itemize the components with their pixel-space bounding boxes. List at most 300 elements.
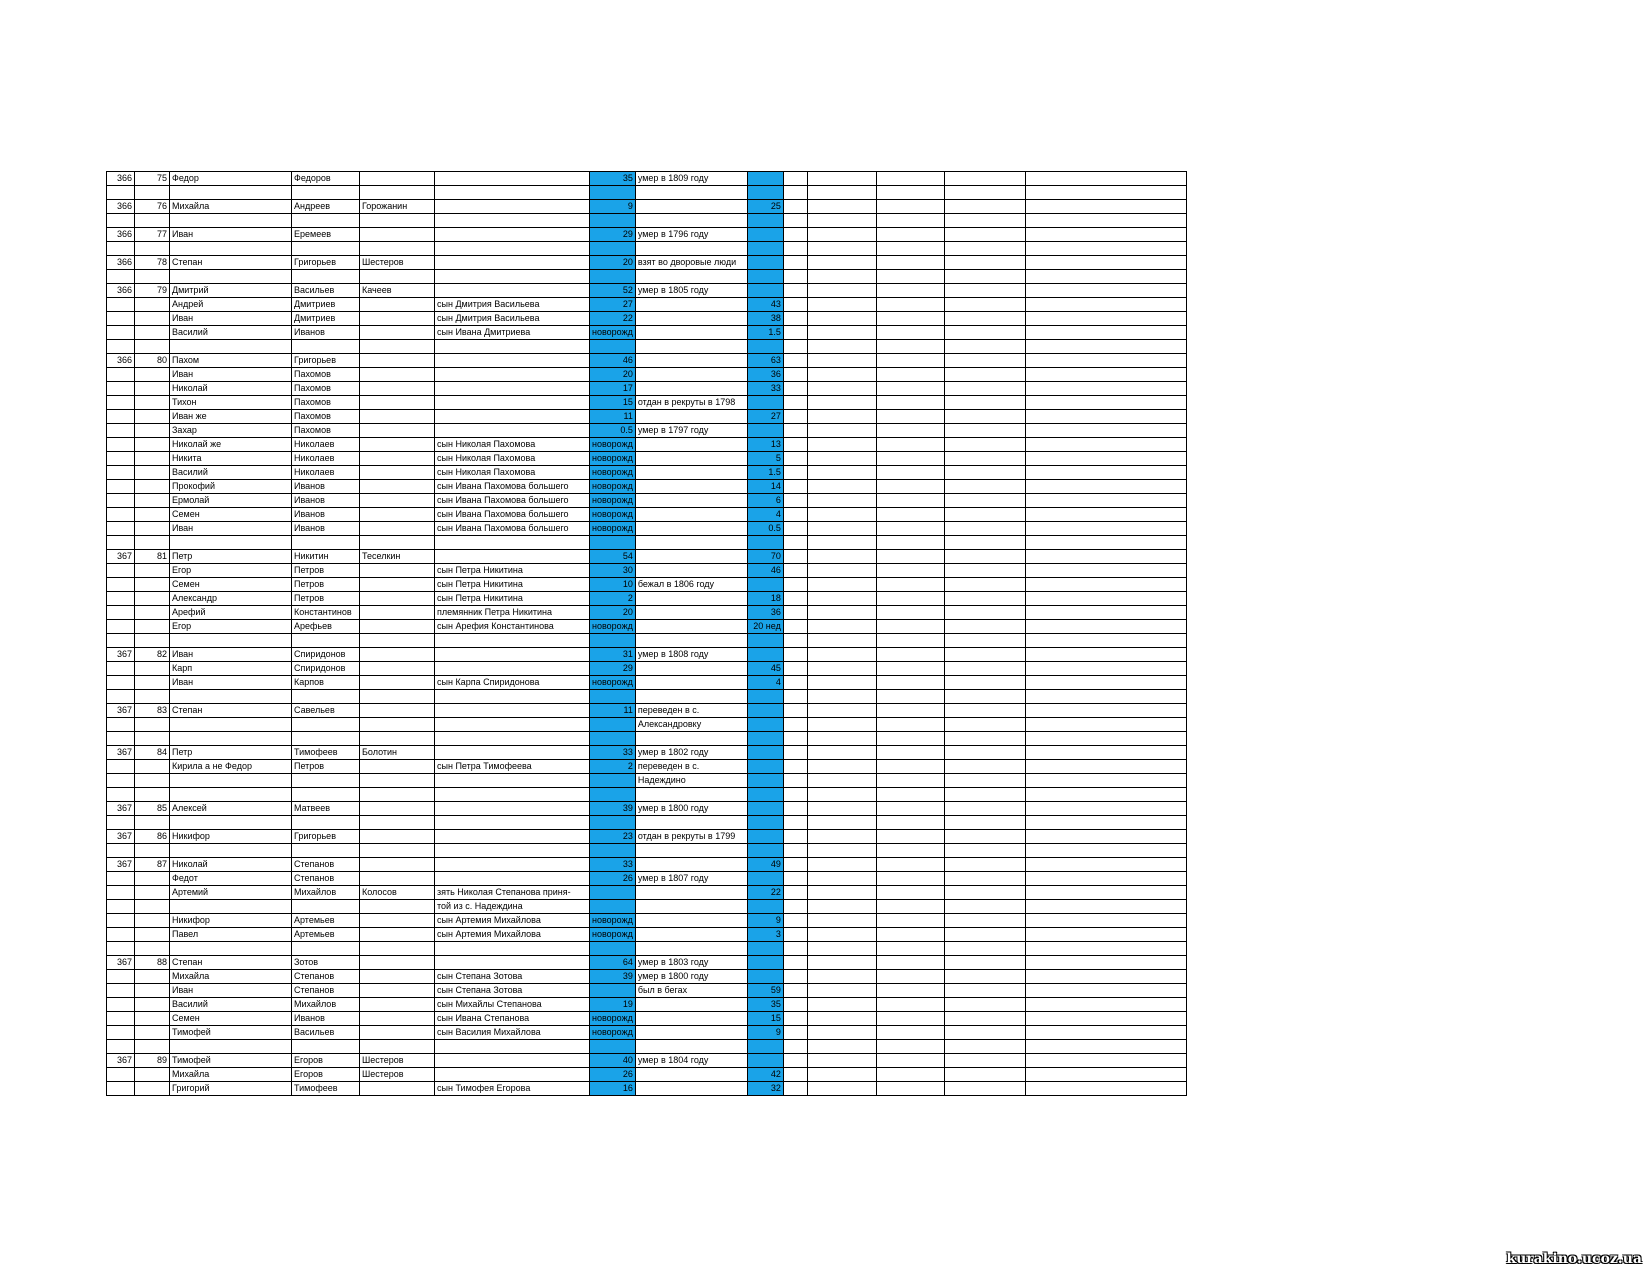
table-row [107, 242, 1187, 256]
cell-blank-2 [807, 466, 876, 480]
cell-page-number [107, 270, 135, 284]
cell-blank-1 [783, 284, 807, 298]
table-row [107, 620, 1187, 634]
cell-patronymic: Васильев [292, 284, 360, 298]
cell-first-name [170, 844, 292, 858]
cell-surname [360, 494, 435, 508]
cell-patronymic [292, 340, 360, 354]
cell-note [635, 522, 747, 536]
cell-surname [360, 354, 435, 368]
cell-relation: сын Ивана Пахомова большего [435, 494, 590, 508]
cell-surname: Шестеров [360, 1054, 435, 1068]
cell-patronymic: Пахомов [292, 396, 360, 410]
cell-relation [435, 256, 590, 270]
cell-age-1811: 3 [747, 928, 783, 942]
cell-patronymic: Федоров [292, 172, 360, 186]
cell-first-name [170, 732, 292, 746]
cell-age-1795: 20 [590, 368, 636, 382]
cell-age-1811 [747, 956, 783, 970]
cell-patronymic: Тимофеев [292, 746, 360, 760]
cell-page-number: 367 [107, 830, 135, 844]
cell-age-1811 [747, 228, 783, 242]
cell-age-1811 [747, 732, 783, 746]
cell-age-1795 [590, 816, 636, 830]
cell-blank-1 [783, 1012, 807, 1026]
table-row [107, 368, 1187, 382]
cell-relation: сын Ивана Пахомова большего [435, 508, 590, 522]
cell-household-number [135, 998, 170, 1012]
cell-blank-1 [783, 872, 807, 886]
cell-blank-2 [807, 634, 876, 648]
cell-blank-4 [944, 718, 1025, 732]
cell-blank-1 [783, 536, 807, 550]
cell-blank-4 [944, 200, 1025, 214]
cell-note [635, 508, 747, 522]
cell-patronymic: Николаев [292, 452, 360, 466]
cell-note [635, 900, 747, 914]
cell-household-number [135, 242, 170, 256]
cell-note [635, 186, 747, 200]
cell-note [635, 676, 747, 690]
cell-household-number: 75 [135, 172, 170, 186]
table-row [107, 298, 1187, 312]
cell-blank-5 [1025, 774, 1186, 788]
cell-household-number [135, 382, 170, 396]
cell-age-1795: 23 [590, 830, 636, 844]
cell-age-1811 [747, 536, 783, 550]
cell-surname [360, 326, 435, 340]
cell-surname [360, 340, 435, 354]
cell-page-number [107, 396, 135, 410]
cell-surname [360, 186, 435, 200]
cell-blank-2 [807, 368, 876, 382]
cell-blank-2 [807, 186, 876, 200]
cell-blank-4 [944, 662, 1025, 676]
cell-household-number: 87 [135, 858, 170, 872]
cell-relation [435, 536, 590, 550]
cell-surname: Теселкин [360, 550, 435, 564]
cell-relation: сын Карпа Спиридонова [435, 676, 590, 690]
cell-surname [360, 270, 435, 284]
cell-household-number: 84 [135, 746, 170, 760]
cell-blank-1 [783, 1026, 807, 1040]
cell-page-number [107, 1082, 135, 1096]
cell-surname [360, 620, 435, 634]
cell-patronymic: Дмитриев [292, 298, 360, 312]
cell-blank-1 [783, 956, 807, 970]
cell-page-number: 367 [107, 746, 135, 760]
cell-age-1811 [747, 648, 783, 662]
cell-relation [435, 228, 590, 242]
cell-surname [360, 438, 435, 452]
cell-age-1811: 0.5 [747, 522, 783, 536]
cell-relation [435, 830, 590, 844]
cell-first-name [170, 186, 292, 200]
cell-first-name: Семен [170, 578, 292, 592]
cell-page-number [107, 466, 135, 480]
cell-surname [360, 998, 435, 1012]
cell-patronymic: Степанов [292, 970, 360, 984]
cell-surname [360, 914, 435, 928]
cell-blank-3 [876, 1068, 944, 1082]
table-row [107, 690, 1187, 704]
cell-relation [435, 648, 590, 662]
cell-relation: сын Дмитрия Васильева [435, 298, 590, 312]
cell-blank-3 [876, 200, 944, 214]
cell-blank-2 [807, 928, 876, 942]
cell-surname [360, 760, 435, 774]
cell-blank-1 [783, 298, 807, 312]
cell-blank-1 [783, 732, 807, 746]
cell-blank-5 [1025, 620, 1186, 634]
cell-blank-1 [783, 452, 807, 466]
cell-blank-5 [1025, 256, 1186, 270]
cell-note: умер в 1802 году [635, 746, 747, 760]
cell-blank-4 [944, 634, 1025, 648]
cell-patronymic [292, 536, 360, 550]
cell-note [635, 816, 747, 830]
cell-first-name: Михайла [170, 1068, 292, 1082]
cell-blank-3 [876, 270, 944, 284]
cell-age-1795: 26 [590, 872, 636, 886]
cell-blank-4 [944, 508, 1025, 522]
cell-blank-3 [876, 424, 944, 438]
cell-blank-1 [783, 830, 807, 844]
cell-surname [360, 424, 435, 438]
cell-blank-4 [944, 1068, 1025, 1082]
cell-blank-2 [807, 522, 876, 536]
cell-age-1795: новорожд [590, 326, 636, 340]
cell-first-name: Карп [170, 662, 292, 676]
cell-blank-3 [876, 984, 944, 998]
cell-blank-3 [876, 928, 944, 942]
cell-blank-2 [807, 872, 876, 886]
cell-note [635, 564, 747, 578]
cell-note [635, 466, 747, 480]
cell-household-number [135, 270, 170, 284]
cell-relation [435, 942, 590, 956]
table-row [107, 284, 1187, 298]
cell-first-name: Егор [170, 564, 292, 578]
cell-note [635, 242, 747, 256]
cell-relation: сын Василия Михайлова [435, 1026, 590, 1040]
cell-patronymic: Иванов [292, 522, 360, 536]
cell-first-name: Артемий [170, 886, 292, 900]
cell-relation [435, 858, 590, 872]
cell-age-1795: 11 [590, 704, 636, 718]
cell-relation [435, 382, 590, 396]
cell-blank-3 [876, 256, 944, 270]
cell-blank-2 [807, 732, 876, 746]
table-body [107, 172, 1187, 1096]
cell-age-1795 [590, 214, 636, 228]
cell-patronymic: Пахомов [292, 382, 360, 396]
cell-blank-3 [876, 844, 944, 858]
cell-blank-5 [1025, 704, 1186, 718]
cell-age-1811 [747, 760, 783, 774]
cell-patronymic [292, 774, 360, 788]
cell-blank-2 [807, 228, 876, 242]
table-row [107, 718, 1187, 732]
table-row [107, 1040, 1187, 1054]
table-row [107, 844, 1187, 858]
cell-blank-5 [1025, 466, 1186, 480]
cell-blank-3 [876, 354, 944, 368]
cell-age-1795: 26 [590, 1068, 636, 1082]
cell-age-1795 [590, 270, 636, 284]
cell-age-1795: 11 [590, 410, 636, 424]
cell-age-1811: 49 [747, 858, 783, 872]
cell-page-number [107, 872, 135, 886]
cell-blank-5 [1025, 914, 1186, 928]
cell-first-name [170, 1040, 292, 1054]
cell-page-number [107, 214, 135, 228]
cell-blank-3 [876, 634, 944, 648]
cell-relation [435, 354, 590, 368]
cell-relation [435, 186, 590, 200]
cell-patronymic: Арефьев [292, 620, 360, 634]
cell-relation [435, 816, 590, 830]
cell-blank-3 [876, 214, 944, 228]
cell-patronymic: Иванов [292, 1012, 360, 1026]
cell-surname [360, 480, 435, 494]
cell-patronymic: Петров [292, 592, 360, 606]
cell-blank-3 [876, 508, 944, 522]
cell-blank-3 [876, 746, 944, 760]
cell-note: отдан в рекруты в 1798 [635, 396, 747, 410]
cell-first-name: Семен [170, 508, 292, 522]
cell-surname [360, 592, 435, 606]
cell-blank-1 [783, 942, 807, 956]
cell-blank-5 [1025, 606, 1186, 620]
cell-note: отдан в рекруты в 1799 [635, 830, 747, 844]
cell-relation: сын Петра Никитина [435, 578, 590, 592]
cell-household-number [135, 494, 170, 508]
cell-household-number: 85 [135, 802, 170, 816]
cell-first-name [170, 690, 292, 704]
cell-blank-5 [1025, 480, 1186, 494]
cell-blank-1 [783, 270, 807, 284]
cell-note [635, 690, 747, 704]
cell-relation: сын Николая Пахомова [435, 452, 590, 466]
cell-patronymic: Григорьев [292, 256, 360, 270]
cell-blank-4 [944, 746, 1025, 760]
cell-blank-1 [783, 718, 807, 732]
cell-first-name: Петр [170, 550, 292, 564]
cell-note [635, 788, 747, 802]
cell-blank-3 [876, 858, 944, 872]
cell-blank-1 [783, 396, 807, 410]
cell-patronymic [292, 942, 360, 956]
cell-page-number [107, 662, 135, 676]
cell-relation [435, 550, 590, 564]
cell-blank-3 [876, 760, 944, 774]
cell-age-1795: 16 [590, 1082, 636, 1096]
cell-blank-5 [1025, 690, 1186, 704]
cell-blank-3 [876, 396, 944, 410]
cell-blank-2 [807, 396, 876, 410]
table-row [107, 788, 1187, 802]
cell-relation [435, 690, 590, 704]
cell-blank-3 [876, 1012, 944, 1026]
cell-blank-2 [807, 410, 876, 424]
cell-first-name: Захар [170, 424, 292, 438]
cell-note [635, 270, 747, 284]
cell-household-number [135, 620, 170, 634]
cell-age-1811: 38 [747, 312, 783, 326]
cell-surname [360, 536, 435, 550]
cell-household-number: 81 [135, 550, 170, 564]
cell-blank-4 [944, 956, 1025, 970]
cell-blank-3 [876, 410, 944, 424]
cell-blank-4 [944, 858, 1025, 872]
cell-blank-4 [944, 564, 1025, 578]
table-row [107, 984, 1187, 998]
table-row [107, 424, 1187, 438]
cell-blank-3 [876, 690, 944, 704]
cell-first-name: Пахом [170, 354, 292, 368]
cell-patronymic: Матвеев [292, 802, 360, 816]
cell-page-number [107, 984, 135, 998]
cell-age-1795 [590, 536, 636, 550]
cell-blank-4 [944, 970, 1025, 984]
cell-surname [360, 466, 435, 480]
cell-age-1795: новорожд [590, 1012, 636, 1026]
cell-note: умер в 1796 году [635, 228, 747, 242]
cell-blank-1 [783, 676, 807, 690]
cell-page-number [107, 774, 135, 788]
cell-first-name: Иван [170, 228, 292, 242]
cell-blank-4 [944, 648, 1025, 662]
cell-blank-3 [876, 368, 944, 382]
cell-first-name: Тимофей [170, 1026, 292, 1040]
cell-blank-5 [1025, 410, 1186, 424]
cell-blank-5 [1025, 648, 1186, 662]
cell-blank-4 [944, 410, 1025, 424]
cell-blank-5 [1025, 732, 1186, 746]
cell-blank-1 [783, 802, 807, 816]
cell-surname [360, 382, 435, 396]
cell-blank-4 [944, 550, 1025, 564]
cell-blank-5 [1025, 942, 1186, 956]
table-row [107, 550, 1187, 564]
cell-relation [435, 634, 590, 648]
cell-household-number [135, 298, 170, 312]
cell-note: умер в 1808 году [635, 648, 747, 662]
cell-blank-4 [944, 1012, 1025, 1026]
cell-page-number [107, 410, 135, 424]
cell-blank-1 [783, 1068, 807, 1082]
cell-blank-5 [1025, 886, 1186, 900]
cell-relation [435, 872, 590, 886]
cell-page-number [107, 634, 135, 648]
cell-surname [360, 802, 435, 816]
cell-household-number [135, 634, 170, 648]
cell-surname [360, 676, 435, 690]
cell-page-number: 366 [107, 256, 135, 270]
cell-age-1795: 40 [590, 1054, 636, 1068]
cell-page-number: 367 [107, 704, 135, 718]
cell-household-number [135, 592, 170, 606]
cell-note [635, 858, 747, 872]
cell-blank-4 [944, 914, 1025, 928]
cell-blank-5 [1025, 844, 1186, 858]
cell-blank-5 [1025, 760, 1186, 774]
cell-blank-4 [944, 690, 1025, 704]
cell-blank-4 [944, 536, 1025, 550]
cell-patronymic: Иванов [292, 494, 360, 508]
cell-blank-5 [1025, 830, 1186, 844]
cell-relation: сын Дмитрия Васильева [435, 312, 590, 326]
cell-blank-3 [876, 522, 944, 536]
cell-blank-1 [783, 186, 807, 200]
cell-blank-2 [807, 942, 876, 956]
table-row [107, 956, 1187, 970]
cell-blank-5 [1025, 746, 1186, 760]
cell-blank-5 [1025, 172, 1186, 186]
cell-age-1795 [590, 844, 636, 858]
table-row [107, 816, 1187, 830]
cell-patronymic: Николаев [292, 438, 360, 452]
cell-household-number [135, 984, 170, 998]
cell-blank-3 [876, 564, 944, 578]
cell-patronymic: Иванов [292, 480, 360, 494]
cell-first-name: Александр [170, 592, 292, 606]
cell-note [635, 1082, 747, 1096]
cell-age-1811 [747, 872, 783, 886]
cell-relation: той из с. Надеждина [435, 900, 590, 914]
cell-blank-5 [1025, 718, 1186, 732]
cell-surname [360, 172, 435, 186]
cell-blank-5 [1025, 186, 1186, 200]
cell-relation [435, 1068, 590, 1082]
cell-page-number [107, 438, 135, 452]
cell-first-name [170, 270, 292, 284]
table-row [107, 438, 1187, 452]
cell-blank-5 [1025, 312, 1186, 326]
cell-household-number: 80 [135, 354, 170, 368]
cell-blank-1 [783, 340, 807, 354]
cell-age-1811: 14 [747, 480, 783, 494]
cell-blank-5 [1025, 1026, 1186, 1040]
cell-blank-1 [783, 438, 807, 452]
cell-note [635, 438, 747, 452]
cell-blank-2 [807, 816, 876, 830]
cell-blank-1 [783, 970, 807, 984]
cell-page-number: 367 [107, 648, 135, 662]
cell-household-number [135, 1082, 170, 1096]
cell-blank-1 [783, 858, 807, 872]
cell-note [635, 354, 747, 368]
cell-household-number [135, 452, 170, 466]
cell-age-1795: 52 [590, 284, 636, 298]
table-row [107, 270, 1187, 284]
cell-age-1811: 36 [747, 368, 783, 382]
cell-first-name [170, 774, 292, 788]
table-row [107, 214, 1187, 228]
cell-note [635, 382, 747, 396]
cell-blank-5 [1025, 788, 1186, 802]
cell-blank-5 [1025, 802, 1186, 816]
cell-blank-2 [807, 886, 876, 900]
cell-relation: сын Николая Пахомова [435, 466, 590, 480]
cell-age-1811 [747, 1054, 783, 1068]
cell-blank-1 [783, 550, 807, 564]
cell-surname [360, 410, 435, 424]
cell-age-1795: 20 [590, 256, 636, 270]
table-row [107, 648, 1187, 662]
cell-patronymic: Савельев [292, 704, 360, 718]
